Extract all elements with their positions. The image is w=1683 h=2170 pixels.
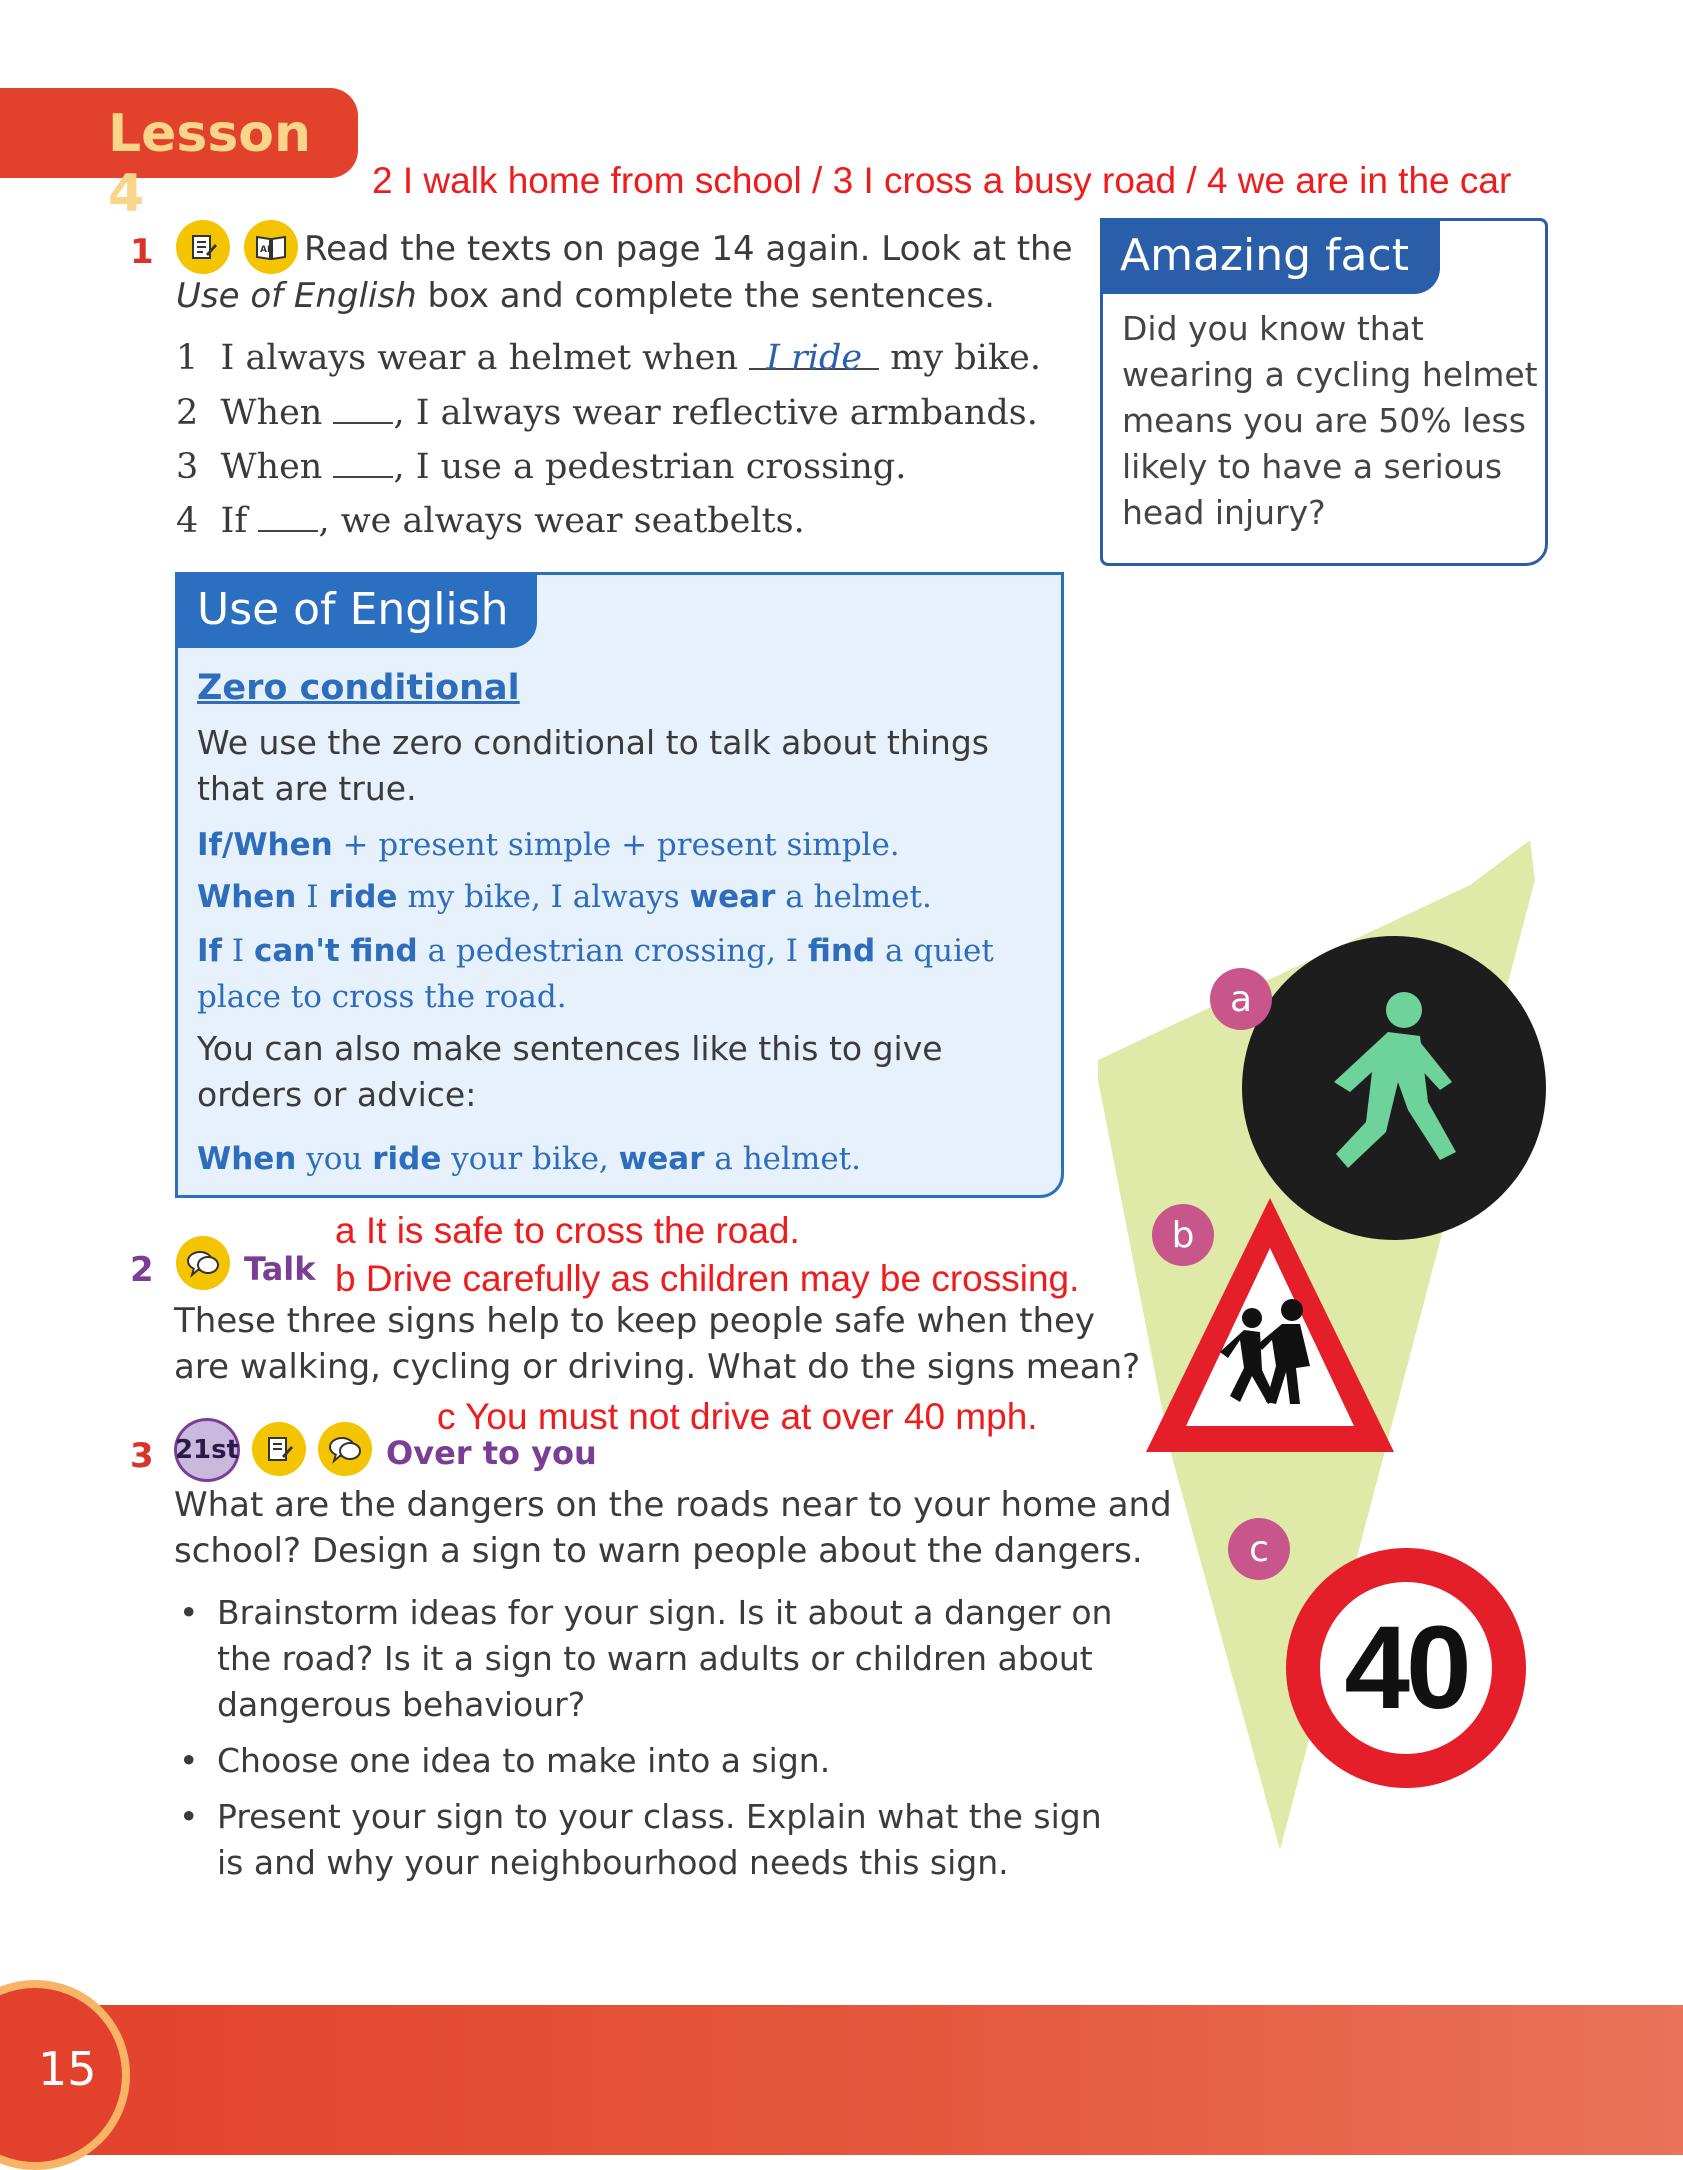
sentence-number: 4	[176, 501, 199, 541]
answer-note-sign-c: c You must not drive at over 40 mph.	[437, 1396, 1038, 1437]
sign-b-label: b	[1152, 1204, 1214, 1266]
speed-limit-value: 40	[1344, 1602, 1468, 1734]
sentence-text: my bike.	[890, 338, 1041, 378]
example-text: you	[296, 1141, 373, 1177]
sentence-text: , I use a pedestrian crossing.	[393, 447, 907, 487]
sentence-text: When	[220, 393, 323, 433]
example-bold: wear	[618, 1141, 705, 1177]
workbook-icon	[252, 1422, 306, 1476]
example-1	[197, 874, 1037, 920]
amazing-fact-tab	[1100, 218, 1440, 294]
sentence-number: 3	[176, 447, 199, 487]
sentence-2	[176, 392, 1038, 433]
exercise-1-instruction-rest: box and complete the sentences.	[416, 276, 995, 316]
talk-label: Talk	[244, 1250, 316, 1288]
rule-text: + present simple + present simple.	[332, 827, 900, 863]
exercise-1-instruction-line1: Read the texts on page 14 again. Look at the	[304, 229, 1073, 269]
example-bold: can't find	[254, 933, 418, 969]
example-text: a pedestrian crossing, I	[417, 933, 808, 969]
example-text: a helmet.	[775, 879, 932, 915]
sentence-text: When	[220, 447, 323, 487]
list-item: • Brainstorm ideas for your sign. Is it about a danger on the road? Is it a sign to warn adults or children about dangerous behaviour?	[175, 1590, 1125, 1728]
sentence-text: , I always wear reflective armbands.	[393, 393, 1038, 433]
example-bold: When	[197, 879, 297, 915]
example-bold: wear	[689, 879, 776, 915]
example-bold: When	[197, 1141, 297, 1177]
sentence-text: I always wear a helmet when	[220, 338, 738, 378]
example-text: your bike,	[441, 1141, 619, 1177]
example-text: I	[222, 933, 254, 969]
exercise-3-bullets	[175, 1590, 1125, 1896]
sentence-1	[176, 338, 1041, 378]
example-bold: If	[197, 933, 223, 969]
talk-icon	[318, 1422, 372, 1476]
example-3	[197, 1136, 1037, 1182]
workbook-icon	[176, 220, 230, 274]
answer-blank[interactable]	[333, 392, 393, 424]
amazing-fact-text: Did you know that wearing a cycling helmet means you are 50% less likely to have a serious head injury?	[1122, 309, 1538, 532]
sentence-number: 2	[176, 393, 199, 433]
use-of-english-ref: Use of English	[176, 276, 417, 316]
lesson-tab	[0, 88, 358, 224]
zero-conditional-rule	[197, 822, 1037, 868]
list-item: • Present your sign to your class. Explain what the sign is and why your neighbourhood needs this sign.	[175, 1794, 1125, 1886]
example-text: a helmet.	[704, 1141, 861, 1177]
sign-c-label: c	[1228, 1518, 1290, 1580]
example-text: a quiet place to cross the road.	[197, 933, 994, 1015]
sentence-number: 1	[176, 338, 199, 378]
example-bold: ride	[372, 1141, 442, 1177]
sentence-3	[176, 446, 906, 487]
use-of-english-tab	[175, 572, 537, 648]
answer-blank[interactable]	[258, 500, 318, 532]
list-item: • Choose one idea to make into a sign.	[175, 1738, 1125, 1784]
page-number: 15	[38, 2042, 97, 2096]
example-text: I	[296, 879, 329, 915]
21st-century-skills-icon: 21st	[174, 1418, 240, 1482]
exercise-2-text: These three signs help to keep people safe when they are walking, cycling or driving. What do the signs mean?	[174, 1301, 1141, 1387]
exercise-3-text: What are the dangers on the roads near to your home and school? Design a sign to warn people about the dangers.	[174, 1485, 1172, 1571]
example-2	[197, 928, 1047, 1020]
answer-note-top: 2 I walk home from school / 3 I cross a busy road / 4 we are in the car	[372, 160, 1512, 201]
sentence-text: If	[220, 501, 248, 541]
footer-bar	[0, 2005, 1683, 2155]
lesson-title: Lesson 4	[108, 104, 312, 224]
talk-icon	[176, 1236, 230, 1290]
exercise-1-instruction-line2	[176, 273, 995, 319]
exercise-2-number: 2	[130, 1250, 154, 1290]
example-bold: ride	[328, 879, 398, 915]
zero-conditional-heading: Zero conditional	[197, 668, 520, 708]
activity-book-icon	[244, 220, 298, 274]
answer-blank[interactable]: I ride	[749, 338, 879, 370]
svg-text:AB: AB	[260, 245, 274, 255]
use-of-english-intro: We use the zero conditional to talk about things that are true.	[197, 723, 989, 808]
over-to-you-label: Over to you	[386, 1434, 597, 1472]
answer-note-sign-b: b Drive carefully as children may be crossing.	[335, 1258, 1080, 1299]
answer-blank[interactable]	[333, 446, 393, 478]
use-of-english-title: Use of English	[197, 584, 509, 635]
exercise-1-number: 1	[130, 232, 154, 272]
example-text: my bike, I always	[397, 879, 690, 915]
rule-keyword: If/When	[197, 827, 333, 863]
answer-note-sign-a: a It is safe to cross the road.	[335, 1210, 800, 1251]
sentence-4	[176, 500, 805, 541]
amazing-fact-title: Amazing fact	[1120, 230, 1409, 281]
exercise-3-number: 3	[130, 1436, 154, 1476]
sentence-text: , we always wear seatbelts.	[318, 501, 805, 541]
speed-limit-sign	[1286, 1548, 1526, 1788]
example-bold: find	[807, 933, 876, 969]
orders-text: You can also make sentences like this to give orders or advice:	[197, 1029, 943, 1114]
sign-a-label: a	[1210, 968, 1272, 1030]
